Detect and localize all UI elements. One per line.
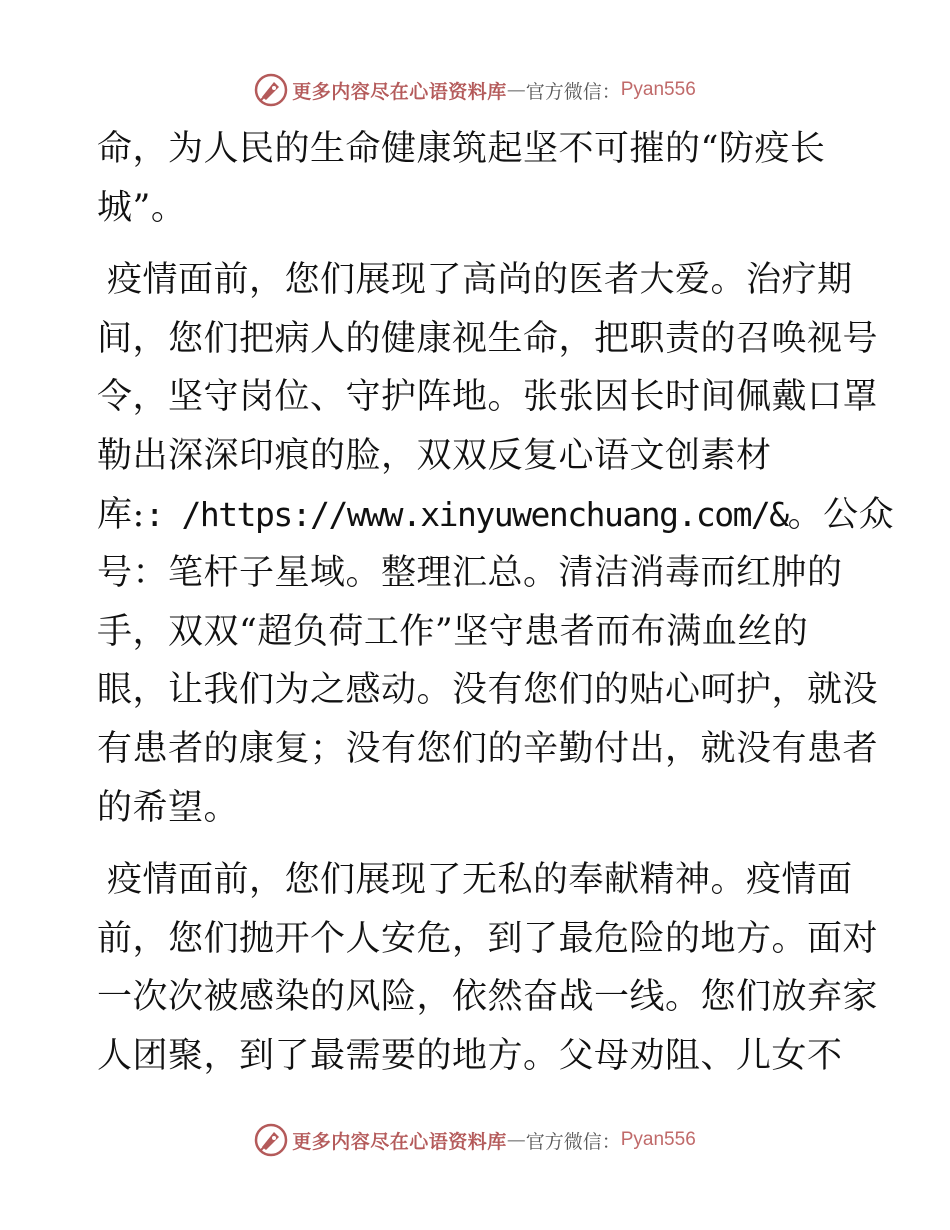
banner-separator: — [506,79,526,101]
text-line: 一次次被感染的风险，依然奋战一线。您们放弃家 [97,977,879,1018]
text-line: 人团聚，到了最需要的地方。父母劝阻、儿女不 [97,1035,843,1076]
text-line: 前，您们抛开个人安危，到了最危险的地方。面对 [97,918,879,959]
banner-main-text: 更多内容尽在心语资料库 [292,1130,507,1153]
text-fragment: 。公众 [787,494,895,535]
text-line: 间，您们把病人的健康视生命，把职责的召唤视号 [97,318,879,359]
url-link[interactable]: : /https://www.xinyuwenchuang.com/& [144,494,788,534]
banner-wechat-label: 官方微信： [525,80,621,103]
text-line: 令，坚守岗位、守护阵地。张张因长时间佩戴口罩 [97,377,879,418]
banner-wechat-id: Pyan556 [620,79,696,100]
footer-banner [0,1120,950,1160]
banner-wechat-id: Pyan556 [620,1129,696,1150]
text-line: 勒出深深印痕的脸，双双反复心语文创素材 [97,435,772,476]
text-line-url [97,486,895,545]
document-body [97,120,895,1086]
text-line: 手，双双“超负荷工作”坚守患者而布满血丝的 [97,611,809,652]
banner-wechat-label: 官方微信： [525,1130,621,1153]
text-line: 疫情面前，您们展现了无私的奉献精神。疫情面 [107,860,853,901]
banner-separator: — [506,1129,526,1151]
text-line: 城”。 [97,187,187,228]
text-line: 的希望。 [97,787,240,828]
text-line: 眼，让我们为之感动。没有您们的贴心呵护，就没 [97,670,879,711]
text-line: 号：笔杆子星域。整理汇总。清洁消毒而红肿的 [97,553,843,594]
text-fragment: 库: [97,494,145,535]
header-banner [0,70,950,110]
text-line: 疫情面前，您们展现了高尚的医者大爱。治疗期 [107,260,853,301]
banner-main-text: 更多内容尽在心语资料库 [292,80,507,103]
pen-nib-logo-icon [254,73,288,107]
text-line: 命，为人民的生命健康筑起坚不可摧的“防疫长 [97,129,826,169]
pen-nib-logo-icon [254,1123,288,1157]
text-line: 有患者的康复；没有您们的辛勤付出，就没有患者 [97,728,879,769]
